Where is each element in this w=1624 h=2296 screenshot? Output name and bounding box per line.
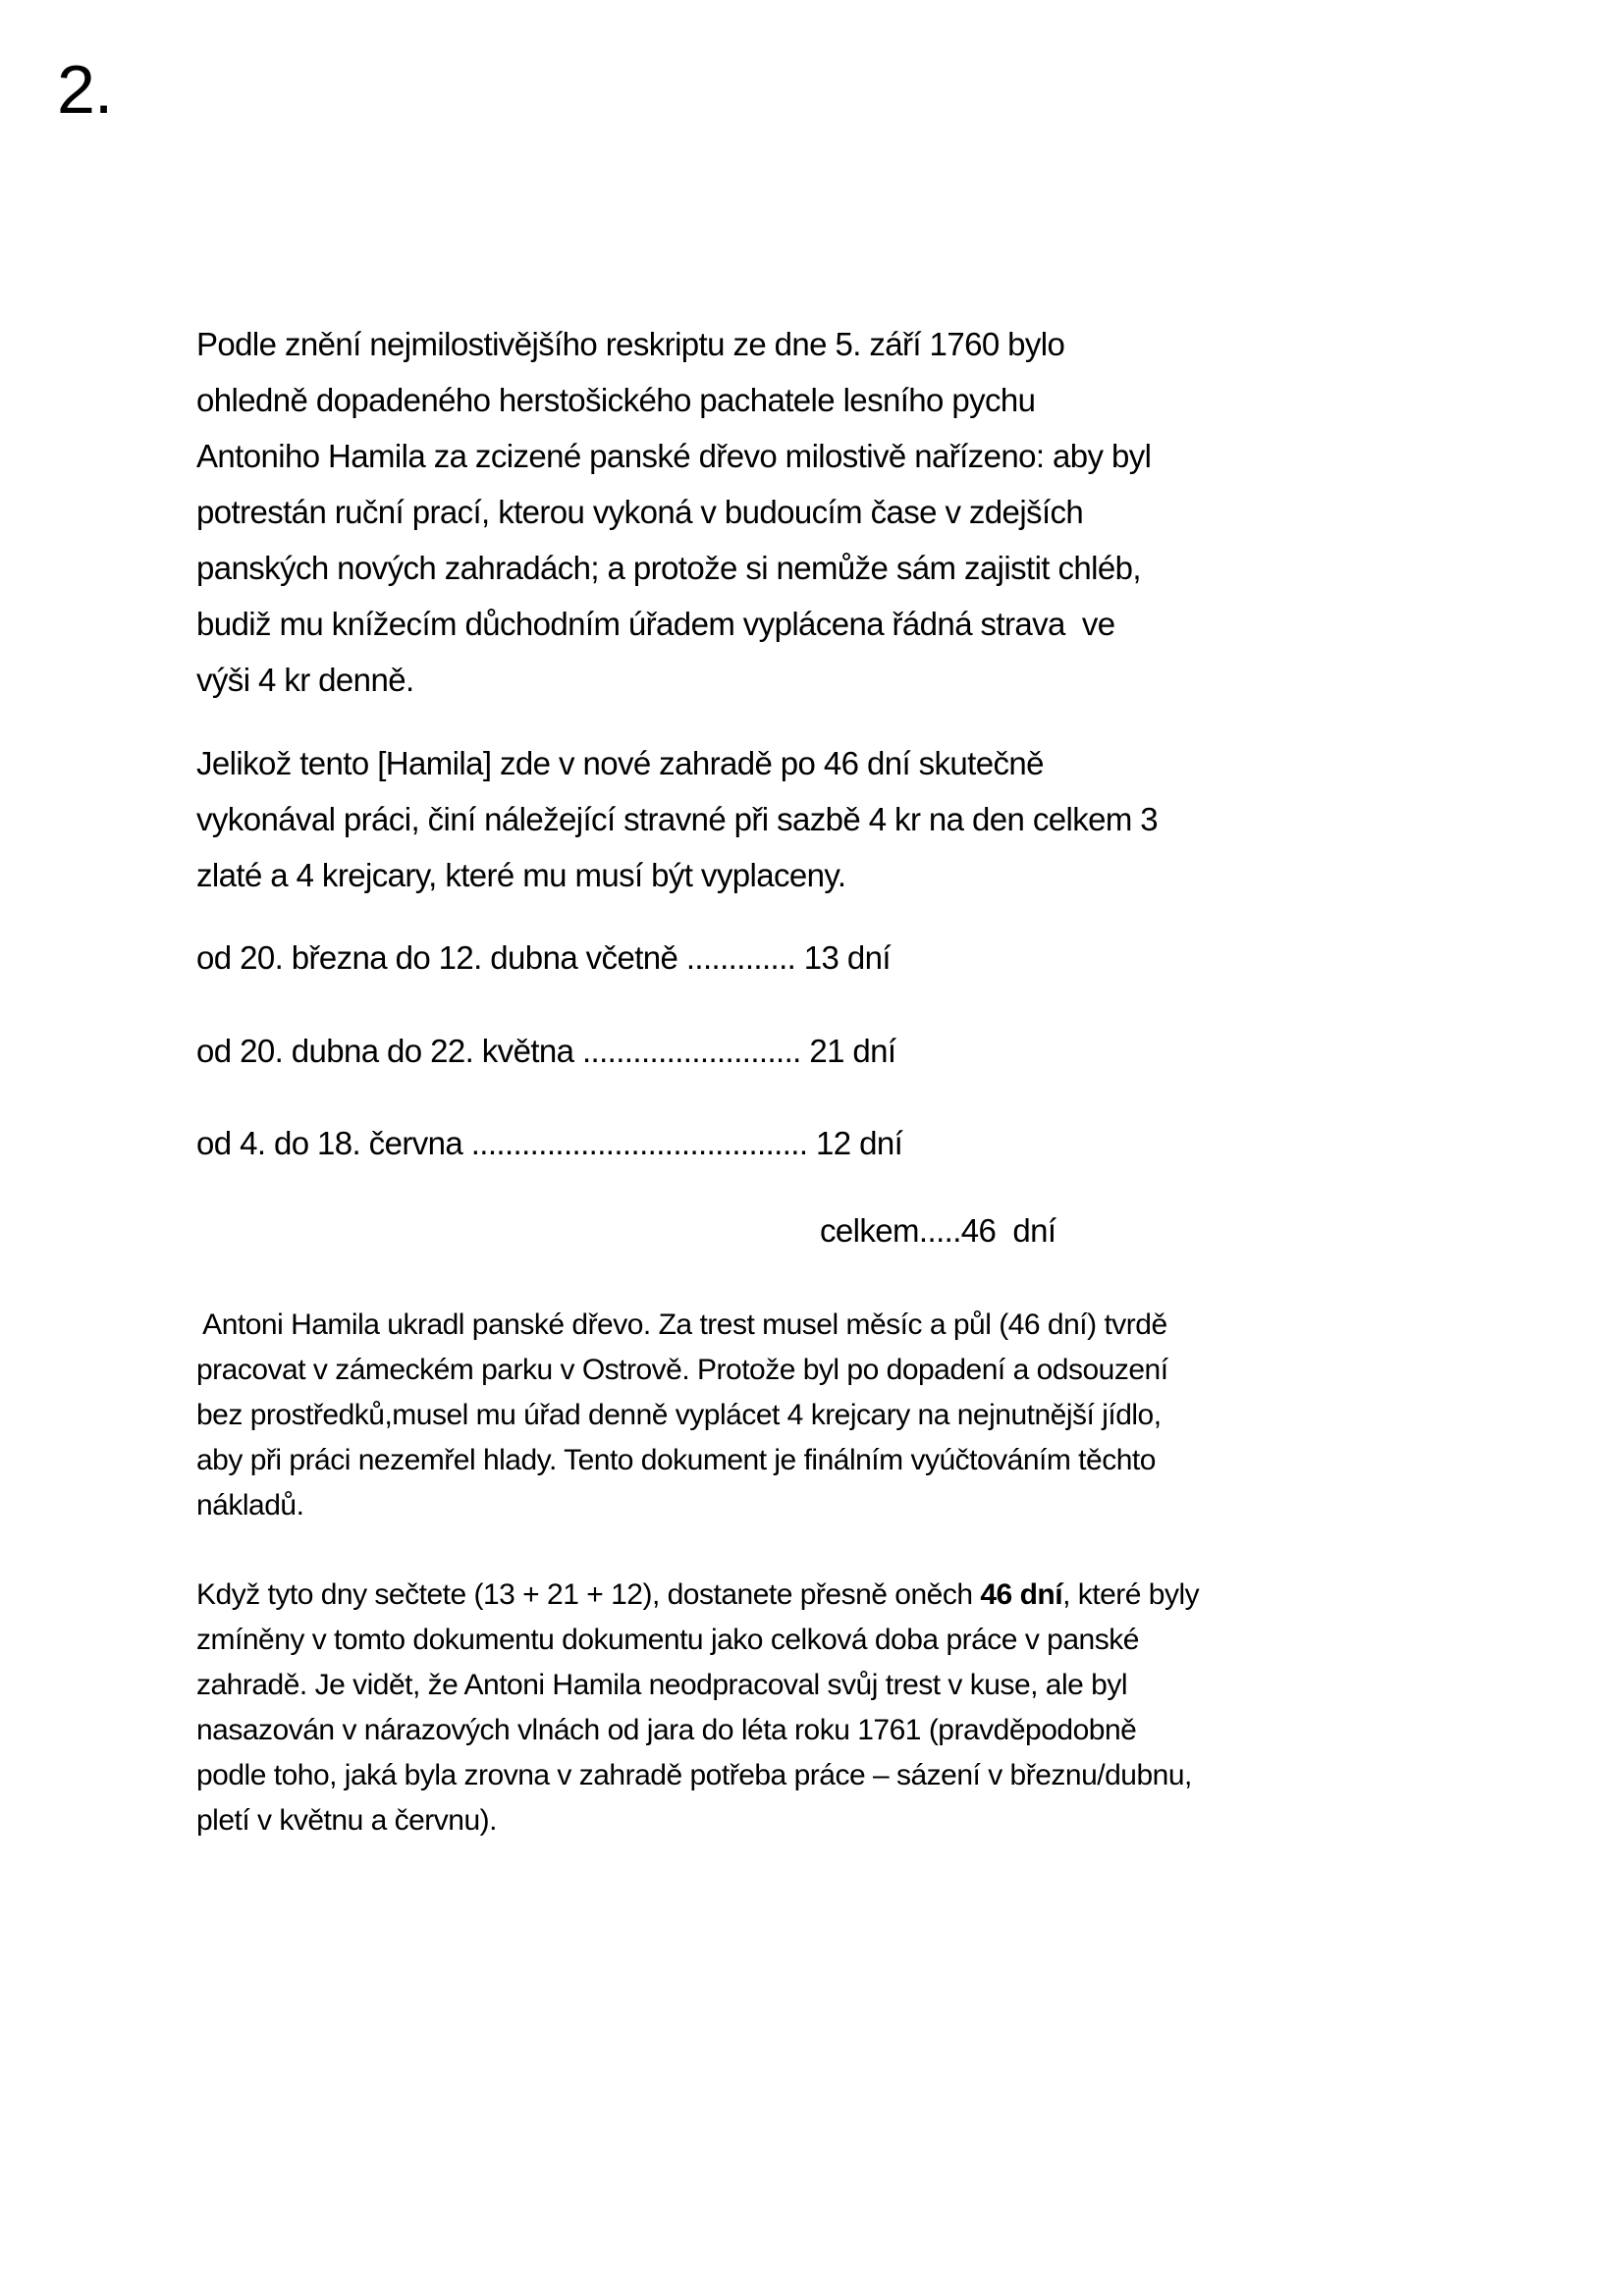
text-segment: , které byly [1062,1578,1200,1611]
schedule-total-line: celkem.....46 dní [820,1212,1056,1249]
text-line: podle toho, jaká byla zrovna v zahradě potřeba práce – sázení v březnu/dubnu, [196,1759,1192,1791]
schedule-line-april-may: od 20. dubna do 22. května .......................... 21 dní [196,1033,896,1069]
text-segment: Když tyto dny sečtete (13 + 21 + 12), dostanete přesně oněch [196,1578,981,1611]
text-line: bez prostředků,musel mu úřad denně vyplácet 4 krejcary na nejnutnější jídlo, [196,1399,1162,1431]
text-line: Jelikož tento [Hamila] zde v nové zahradě po 46 dní skutečně [196,745,1044,781]
text-line: Antoniho Hamila za zcizené panské dřevo milostivě nařízeno: aby byl [196,438,1152,474]
text-line: potrestán ruční prací, kterou vykoná v budoucím čase v zdejších [196,494,1084,530]
text-line: výši 4 kr denně. [196,662,414,698]
paragraph-rescript [196,316,1506,708]
text-line: zahradě. Je vidět, že Antoni Hamila neodpracoval svůj trest v kuse, ale byl [196,1669,1128,1701]
text-line: nákladů. [196,1489,304,1522]
schedule-line-march-april: od 20. března do 12. dubna včetně ............. 13 dní [196,939,891,976]
text-line [196,1573,1506,1618]
text-line: aby při práci nezemřel hlady. Tento dokument je finálním vyúčtováním těchto [196,1444,1156,1476]
text-line: Podle znění nejmilostivějšího reskriptu ze dne 5. září 1760 bylo [196,326,1065,362]
page-number-heading: 2. [57,51,113,128]
text-line: ohledně dopadeného herstošického pachatele lesního pychu [196,382,1036,418]
text-line: pletí v květnu a červnu). [196,1804,497,1837]
text-line: Antoni Hamila ukradl panské dřevo. Za trest musel měsíc a půl (46 dní) tvrdě [196,1308,1167,1341]
paragraph-summary [196,1573,1506,1843]
bold-total-days: 46 dní [980,1578,1063,1611]
schedule-line-june: od 4. do 18. června ........................................ 12 dní [196,1125,903,1161]
paragraph-explanation [196,1303,1506,1528]
paragraph-work-account [196,735,1506,903]
text-line: zlaté a 4 krejcary, které mu musí být vyplaceny. [196,857,846,893]
text-line: zmíněny v tomto dokumentu dokumentu jako celková doba práce v panské [196,1624,1139,1656]
text-line: budiž mu knížecím důchodním úřadem vyplácena řádná strava ve [196,606,1115,642]
text-line: vykonával práci, činí náležející stravné při sazbě 4 kr na den celkem 3 [196,801,1159,837]
text-line: nasazován v nárazových vlnách od jara do léta roku 1761 (pravděpodobně [196,1714,1137,1746]
text-line: panských nových zahradách; a protože si nemůže sám zajistit chléb, [196,550,1141,586]
text-line: pracovat v zámeckém parku v Ostrově. Protože byl po dopadení a odsouzení [196,1354,1168,1386]
